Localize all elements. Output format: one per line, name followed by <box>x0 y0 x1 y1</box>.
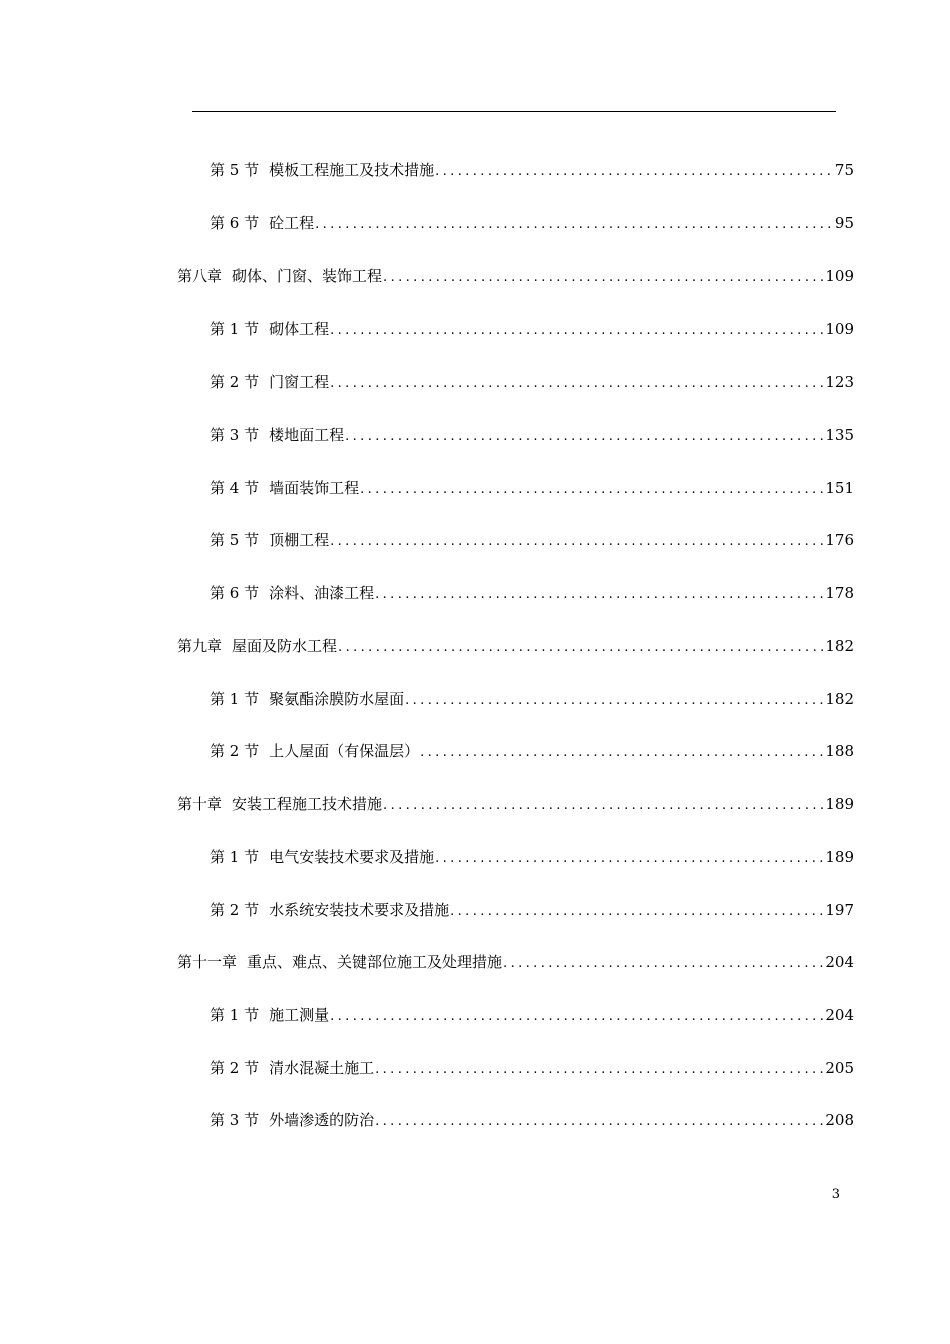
toc-entry-title: 砌体工程 <box>269 320 330 338</box>
toc-entry-label <box>210 530 329 550</box>
toc-entry[interactable] <box>210 425 854 445</box>
toc-dot-leader <box>375 1060 823 1080</box>
toc-entry-title: 聚氨酯涂膜防水屋面 <box>269 690 405 708</box>
toc-entry-number: 第十一章 <box>177 953 238 971</box>
toc-entry-title: 楼地面工程 <box>269 426 345 444</box>
toc-entry-page: 208 <box>825 1111 854 1129</box>
toc-entry-title: 门窗工程 <box>269 373 330 391</box>
toc-entry-label <box>210 425 344 445</box>
toc-entry-page: 135 <box>825 426 854 444</box>
toc-entry-number: 第 2 节 <box>210 742 260 760</box>
toc-entry-label <box>210 583 374 603</box>
toc-entry-number: 第 2 节 <box>210 1059 260 1077</box>
toc-dot-leader <box>330 532 823 552</box>
toc-entry-number: 第 2 节 <box>210 901 260 919</box>
toc-entry-page: 178 <box>825 584 854 602</box>
toc-entry[interactable] <box>210 847 854 867</box>
toc-dot-leader <box>405 691 823 711</box>
toc-entry-label <box>210 1110 374 1130</box>
toc-entry-page: 109 <box>825 267 854 285</box>
toc-entry-number: 第 5 节 <box>210 531 260 549</box>
toc-entry-title: 电气安装技术要求及措施 <box>269 848 435 866</box>
toc-entry-label <box>210 741 419 761</box>
header-rule <box>192 111 836 112</box>
toc-entry-title: 重点、难点、关键部位施工及处理措施 <box>247 953 503 971</box>
toc-entry-label <box>177 952 502 972</box>
toc-entry-title: 屋面及防水工程 <box>232 637 338 655</box>
toc-entry-title: 墙面装饰工程 <box>269 479 360 497</box>
toc-entry[interactable] <box>210 741 854 761</box>
toc-entry-label <box>210 478 359 498</box>
toc-entry-title: 模板工程施工及技术措施 <box>269 161 435 179</box>
toc-entry-title: 安装工程施工技术措施 <box>232 795 383 813</box>
toc-entry-number: 第八章 <box>177 267 223 285</box>
toc-dot-leader <box>450 902 823 922</box>
toc-entry-title: 清水混凝土施工 <box>269 1059 375 1077</box>
toc-dot-leader <box>375 585 823 605</box>
toc-dot-leader <box>338 638 823 658</box>
toc-entry-page: 204 <box>825 1006 854 1024</box>
toc-entry-label <box>210 1058 374 1078</box>
toc-entry-title: 涂料、油漆工程 <box>269 584 375 602</box>
toc-entry-number: 第 3 节 <box>210 1111 260 1129</box>
toc-dot-leader <box>435 162 833 182</box>
toc-entry-label <box>177 794 382 814</box>
toc-dot-leader <box>383 268 823 288</box>
toc-entry-number: 第十章 <box>177 795 223 813</box>
toc-entry-number: 第 1 节 <box>210 690 260 708</box>
toc-entry[interactable] <box>210 689 854 709</box>
toc-entry-number: 第 4 节 <box>210 479 260 497</box>
toc-entry[interactable] <box>210 319 854 339</box>
toc-entry-label <box>210 160 434 180</box>
toc-entry-page: 205 <box>825 1059 854 1077</box>
toc-entry-label <box>210 319 329 339</box>
toc-entry-label <box>210 213 314 233</box>
toc-entry-number: 第 1 节 <box>210 320 260 338</box>
toc-entry-page: 197 <box>825 901 854 919</box>
toc-dot-leader <box>360 480 823 500</box>
toc-entry[interactable] <box>210 1058 854 1078</box>
toc-entry-title: 砌体、门窗、装饰工程 <box>232 267 383 285</box>
toc-entry-title: 砼工程 <box>269 214 315 232</box>
toc-entry[interactable] <box>210 583 854 603</box>
toc-dot-leader <box>383 796 823 816</box>
toc-entry[interactable] <box>210 478 854 498</box>
toc-entry-page: 189 <box>825 795 854 813</box>
toc-entry-page: 75 <box>834 161 854 179</box>
toc-dot-leader <box>503 954 823 974</box>
toc-entry[interactable] <box>177 266 854 286</box>
toc-dot-leader <box>420 743 823 763</box>
toc-entry-number: 第 1 节 <box>210 1006 260 1024</box>
toc-entry[interactable] <box>210 1005 854 1025</box>
toc-entry-page: 188 <box>825 742 854 760</box>
toc-entry-page: 95 <box>834 214 854 232</box>
toc-entry-title: 水系统安装技术要求及措施 <box>269 901 450 919</box>
toc-entry-label <box>177 636 337 656</box>
toc-entry-title: 上人屋面（有保温层） <box>269 742 420 760</box>
toc-entry-label <box>210 847 434 867</box>
toc-entry[interactable] <box>210 1110 854 1130</box>
toc-entry[interactable] <box>210 900 854 920</box>
toc-entry[interactable] <box>210 160 854 180</box>
toc-entry[interactable] <box>210 530 854 550</box>
toc-dot-leader <box>345 427 823 447</box>
toc-entry-title: 外墙渗透的防治 <box>269 1111 375 1129</box>
toc-entry-label <box>210 900 449 920</box>
toc-entry-page: 182 <box>825 690 854 708</box>
toc-entry[interactable] <box>177 794 854 814</box>
toc-entry-number: 第 6 节 <box>210 584 260 602</box>
toc-entry-number: 第 2 节 <box>210 373 260 391</box>
toc-entry-label <box>210 689 404 709</box>
toc-dot-leader <box>375 1112 823 1132</box>
toc-entry-title: 施工测量 <box>269 1006 330 1024</box>
toc-entry-page: 204 <box>825 953 854 971</box>
toc-entry[interactable] <box>210 213 854 233</box>
toc-entry-page: 176 <box>825 531 854 549</box>
page-number: 3 <box>831 1187 840 1202</box>
toc-dot-leader <box>330 1007 823 1027</box>
toc-entry-label <box>210 1005 329 1025</box>
toc-entry-page: 182 <box>825 637 854 655</box>
toc-entry-page: 151 <box>825 479 854 497</box>
toc-dot-leader <box>330 374 823 394</box>
toc-dot-leader <box>315 215 833 235</box>
toc-entry[interactable] <box>177 636 854 656</box>
toc-dot-leader <box>435 849 823 869</box>
toc-entry-number: 第 1 节 <box>210 848 260 866</box>
toc-entry-label <box>177 266 382 286</box>
toc-entry-page: 123 <box>825 373 854 391</box>
toc-entry-number: 第九章 <box>177 637 223 655</box>
toc-entry-page: 189 <box>825 848 854 866</box>
toc-entry-number: 第 3 节 <box>210 426 260 444</box>
toc-entry-page: 109 <box>825 320 854 338</box>
toc-entry-number: 第 5 节 <box>210 161 260 179</box>
toc-entry-title: 顶棚工程 <box>269 531 330 549</box>
toc-entry-label <box>210 372 329 392</box>
toc-entry[interactable] <box>210 372 854 392</box>
toc-entry-number: 第 6 节 <box>210 214 260 232</box>
toc-dot-leader <box>330 321 823 341</box>
toc-entry[interactable] <box>177 952 854 972</box>
